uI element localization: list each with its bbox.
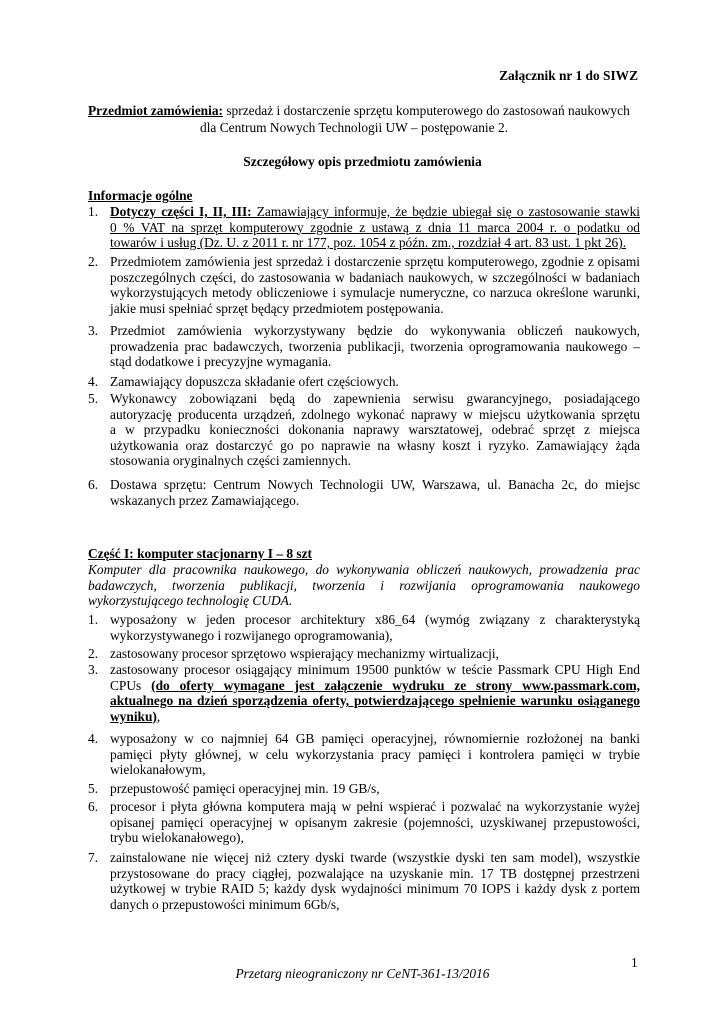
page-number: 1 xyxy=(631,955,638,970)
general-item-5-number: 5. xyxy=(88,391,99,406)
subject-line-1: Przedmiot zamówienia: sprzedaż i dostarczenie sprzętu komputerowego do zastosowań naukowych xyxy=(88,103,630,118)
detail-title: Szczegółowy opis przedmiotu zamówienia xyxy=(243,154,482,169)
general-item-1: Dotyczy części I, II, III: Zamawiający informuje, że będzie ubiegał się o zastosowanie stawki 0 % VAT na sprzęt komputerowy zgodnie z ustawą z dnia 11 marca 2004 r. o podatku od towarów i usług (Dz. U. z 2011 r. nr 177, poz. 1054 z późn. zm., rozdział 4 art. 83 ust. 1 pkt 26). xyxy=(110,204,640,251)
part1-item-3: zastosowany procesor osiągający minimum 19500 punktów w teście Passmark CPU High End CPUs (do oferty wymagane jest załączenie wydruku ze strony www.passmark.com, aktualnego na dzień sporządzenia oferty, potwierdzającego spełnienie warunku osiąganego wyniku), xyxy=(110,662,640,724)
general-item-3: Przedmiot zamówienia wykorzystywany będzie do wykonywania obliczeń naukowych, prowadzenia prac badawczych, tworzenia publikacji, tworzenia oprogramowania naukowego – stąd dodatkowe i precyzyjne wymagania. xyxy=(110,323,640,370)
part1-item-4: wyposażony w co najmniej 64 GB pamięci operacyjnej, równomiernie rozłożonej na banki pamięci płyty głównej, w celu wykorzystania pracy pamięci i kontrolera pamięci w trybie wielokanałowym, xyxy=(110,731,640,778)
part1-item-7: zainstalowane nie więcej niż cztery dyski twarde (wszystkie dyski ten sam model), wszystkie przystosowane do pracy ciągłej, pozwalające na uzyskanie min. 17 TB dostępnej przestrzeni użytkowej w trybie RAID 5; każdy dysk wydajności minimum 70 IOPS i każdy dysk z portem danych o przepustowości minimum 6Gb/s, xyxy=(110,850,640,912)
general-item-6: Dostawa sprzętu: Centrum Nowych Technologii UW, Warszawa, ul. Banacha 2c, do miejsc wskazanych przez Zamawiającego. xyxy=(110,477,640,508)
part1-intro: Komputer dla pracownika naukowego, do wykonywania obliczeń naukowych, prowadzenia prac badawczych, tworzenia publikacji, tworzenia i rozwijania oprogramowania naukowego wykorzystującego technologię CUDA. xyxy=(88,562,640,609)
general-item-5: Wykonawcy zobowiązani będą do zapewnienia serwisu gwarancyjnego, posiadającego autoryzację producenta urządzeń, zdolnego wykonać naprawy w miejscu użytkowania sprzętu a w przypadku konieczności dokonania naprawy warsztatowej, odebrać sprzęt z miejsca użytkowania oraz dostarczyć go po naprawie na własny koszt i ryzyko. Zamawiający żąda stosowania oryginalnych części zamiennych. xyxy=(110,391,640,469)
general-heading: Informacje ogólne xyxy=(88,188,193,203)
part1-item-6-number: 6. xyxy=(88,799,99,814)
tender-number: Przetarg nieograniczony nr CeNT-361-13/2016 xyxy=(235,966,490,981)
part1-item-3-number: 3. xyxy=(88,662,99,677)
general-item-4: Zamawiający dopuszcza składanie ofert częściowych. xyxy=(110,374,399,389)
general-item-6-number: 6. xyxy=(88,477,99,492)
general-item-3-number: 3. xyxy=(88,323,99,338)
part1-item-2: zastosowany procesor sprzętowo wspierający mechanizmy wirtualizacji, xyxy=(110,646,499,661)
part1-item-1-number: 1. xyxy=(88,612,99,627)
general-item-1-number: 1. xyxy=(88,204,99,219)
part1-item-5: przepustowość pamięci operacyjnej min. 19 GB/s, xyxy=(110,781,380,796)
part1-item-2-number: 2. xyxy=(88,646,99,661)
annex-label: Załącznik nr 1 do SIWZ xyxy=(499,68,638,83)
part1-heading: Część I: komputer stacjonarny I – 8 szt xyxy=(88,546,313,561)
general-item-4-number: 4. xyxy=(88,374,99,389)
part1-item-6: procesor i płyta główna komputera mają w pełni wspierać i pozwalać na wykorzystanie wyżej opisanej pamięci operacyjnej w opisanym zakresie (pojemności, uzyskiwanej przepustowości, trybu wielokanałowego), xyxy=(110,799,640,846)
subject-label: Przedmiot zamówienia: xyxy=(88,103,223,118)
subject-line-2: dla Centrum Nowych Technologii UW – postępowanie 2. xyxy=(200,120,508,135)
part1-item-5-number: 5. xyxy=(88,781,99,796)
part1-item-4-number: 4. xyxy=(88,731,99,746)
general-item-2-number: 2. xyxy=(88,254,99,269)
part1-item-1: wyposażony w jeden procesor architektury x86_64 (wymóg związany z charakterystyką wykorzystywanego i rozwijanego oprogramowania), xyxy=(110,612,640,643)
general-item-2: Przedmiotem zamówienia jest sprzedaż i dostarczenie sprzętu komputerowego, zgodnie z opisami poszczególnych części, do zastosowania w badaniach naukowych, w szczególności w badaniach wykorzystujących metody obliczeniowe i symulacje numeryczne, co narzuca określone warunki, jakie musi spełniać sprzęt będący przedmiotem postępowania. xyxy=(110,254,640,316)
part1-item-7-number: 7. xyxy=(88,850,99,865)
